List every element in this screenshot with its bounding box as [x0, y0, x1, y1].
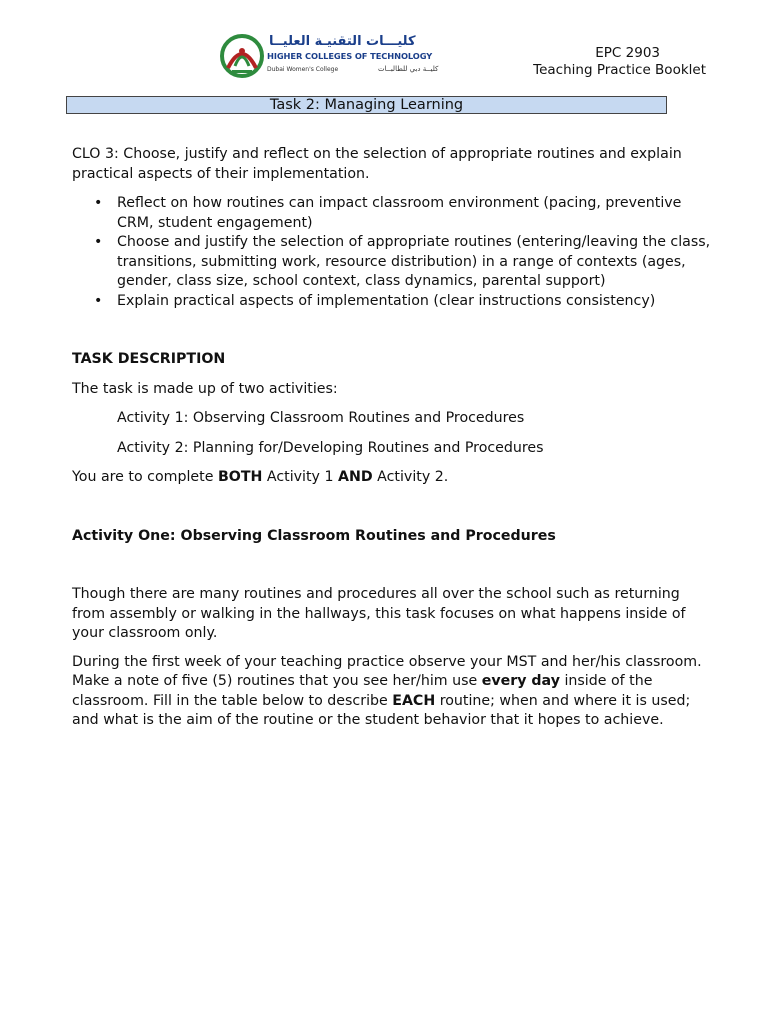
task-title: Task 2: Managing Learning	[66, 96, 667, 114]
complete-both-line	[72, 468, 712, 488]
booklet-title: Teaching Practice Booklet	[533, 62, 706, 78]
activity-one-paragraph-2	[72, 653, 712, 731]
outcome-item: • Choose and justify the selection of appropriate routines (entering/leaving the class, transitions, submitting work, resource distribution) in a range of contexts (ages, gender, class size, school context, class dynamics, parental support)	[117, 233, 712, 292]
task-description-heading: TASK DESCRIPTION	[72, 351, 226, 367]
complete-both: BOTH	[217, 469, 263, 485]
para2-part3: routine; when and where it is used; and what is the aim of the routine or the student behavior that it hopes to achieve.	[72, 692, 691, 728]
complete-post: Activity 2.	[372, 469, 449, 485]
complete-and: AND	[338, 469, 373, 485]
college-emblem-icon	[220, 34, 264, 78]
course-header	[486, 45, 706, 79]
para2-part2: inside of the classroom. Fill in the table below to describe	[72, 673, 653, 709]
course-code: EPC 2903	[595, 45, 660, 61]
activity-one-heading: Activity One: Observing Classroom Routines and Procedures	[72, 527, 556, 544]
complete-mid: Activity 1	[262, 469, 339, 485]
complete-pre: You are to complete	[72, 469, 218, 485]
activity-2-line: Activity 2: Planning for/Developing Routines and Procedures	[117, 439, 544, 456]
outcome-item: • Reflect on how routines can impact classroom environment (pacing, preventive CRM, student engagement)	[117, 194, 712, 233]
logo-english-name: HIGHER COLLEGES OF TECHNOLOGY	[267, 51, 433, 61]
activity-1-line: Activity 1: Observing Classroom Routines and Procedures	[117, 410, 525, 426]
para2-each: EACH	[392, 692, 436, 709]
activity-one-paragraph-1: Though there are many routines and procedures all over the school such as returning from assembly or walking in the hallways, this task focuses on what happens inside of your classroom only.	[72, 586, 686, 641]
logo-arabic-name: كليـــات التقنيـة العليــا	[269, 34, 416, 49]
page-body	[72, 145, 712, 731]
outcomes-list	[72, 194, 712, 311]
outcome-item: • Explain practical aspects of implementation (clear instructions consistency)	[117, 292, 712, 312]
task-description-intro: The task is made up of two activities:	[72, 380, 338, 397]
logo-college-arabic: كليــة دبي للطالبــات	[378, 65, 439, 73]
logo-college-english: Dubai Women's College	[267, 66, 339, 73]
college-logo	[220, 34, 439, 80]
para2-part1: During the first week of your teaching practice observe your MST and her/his classroom. Make a note of five (5) routines that you see her/him use	[72, 653, 702, 689]
clo-statement: CLO 3: Choose, justify and reflect on the selection of appropriate routines and explain practical aspects of their implementation.	[72, 146, 682, 182]
para2-every-day: every day	[481, 673, 560, 689]
